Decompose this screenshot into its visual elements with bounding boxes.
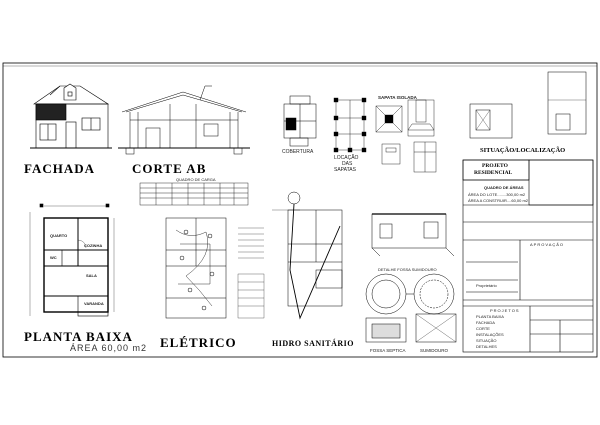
projetos-item: CORTE [476, 326, 490, 331]
locacao-label-2: DAS [342, 161, 353, 167]
room-quarto: QUARTO [50, 233, 68, 238]
fachada-drawing [30, 84, 112, 148]
cobertura-drawing [284, 96, 316, 146]
sapata-isolada-drawing [376, 100, 436, 172]
projetos-item: INSTALAÇÕES [476, 332, 504, 337]
quadro-carga-label: QUADRO DE CARGA [176, 177, 216, 182]
projetos-item: SITUAÇÃO [476, 338, 497, 343]
room-varanda: VARANDA [84, 301, 104, 306]
area-lote: ÁREA DO LOTE........300,00 m2 [468, 192, 526, 197]
fachada-title: FACHADA [24, 161, 96, 176]
projetos-header: PROJETOS [490, 308, 520, 313]
locacao-label-3: SAPATAS [334, 167, 356, 173]
planta-baixa-drawing [30, 204, 114, 316]
sapata-isolada-label: SAPATA ISOLADA [378, 95, 417, 100]
hidro-sanitario-title: HIDRO SANITÁRIO [272, 339, 354, 348]
quadro-de-carga-table [140, 183, 248, 205]
eletrico-legend [238, 228, 264, 318]
projetos-item: FACHADA [476, 320, 495, 325]
corte-ab-title: CORTE AB [132, 161, 207, 176]
hidro-sanitario-drawing [272, 192, 342, 318]
projeto-label-1: PROJETO [482, 163, 508, 169]
detalhe-fossa-label: DETALHE FOSSA SUMIDOURO [378, 267, 437, 272]
area-construir: ÁREA A CONSTRUIR....60,00 m2 [468, 198, 529, 203]
fossa-label: FOSSA SEPTICA [370, 348, 406, 353]
quadro-areas-label: QUADRO DE ÁREAS [484, 185, 524, 190]
cobertura-label: COBERTURA [282, 149, 314, 155]
eletrico-drawing [166, 218, 226, 318]
situacao-drawing [470, 72, 586, 138]
eletrico-title: ELÉTRICO [160, 335, 237, 350]
caixa-inspecao-drawing [372, 214, 454, 256]
corte-ab-drawing [118, 86, 250, 154]
room-sala: SALA [86, 273, 97, 278]
fossa-sumidouro-drawing [366, 274, 456, 342]
sumidouro-label: SUMIDOURO [420, 348, 448, 353]
aprovacao-label: APROVAÇÃO [530, 242, 565, 247]
projetos-item: PLANTA BAIXA [476, 314, 504, 319]
planta-baixa-title: PLANTA BAIXA [24, 329, 133, 344]
projetos-item: DETALHES [476, 344, 497, 349]
room-wc: WC [50, 255, 57, 260]
area-label: ÁREA 60,00 m2 [70, 343, 148, 353]
locacao-sapatas-drawing [334, 98, 366, 152]
projeto-label-2: RESIDENCIAL [474, 170, 513, 176]
proprietario-label: Proprietário [476, 283, 497, 288]
room-cozinha: COZINHA [84, 243, 103, 248]
locacao-label-1: LOCAÇÃO [334, 155, 359, 161]
situacao-title: SITUAÇÃO/LOCALIZAÇÃO [480, 147, 566, 154]
